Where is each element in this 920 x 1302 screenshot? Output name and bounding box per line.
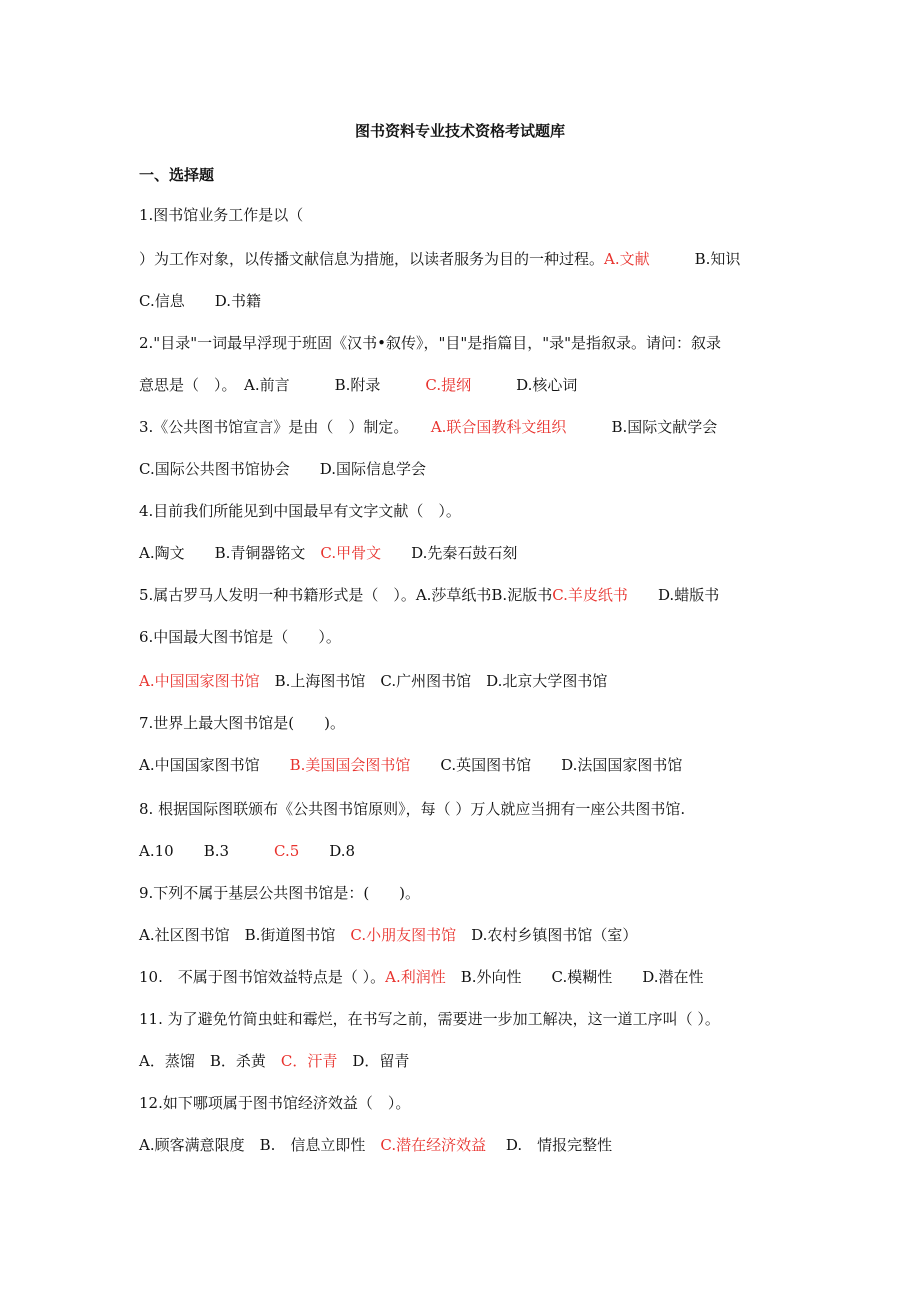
question-text: D.8 — [299, 842, 356, 860]
question-text: A.10 B.3 — [139, 842, 275, 860]
answer-highlight: A.利润性 — [385, 968, 446, 986]
question-line — [139, 204, 303, 226]
answer-highlight: C．汗青 — [280, 1052, 338, 1070]
question-text: 4.目前我们所能见到中国最早有文字文献（ ）。 — [139, 502, 461, 520]
question-text: D.蜡版书 — [627, 586, 720, 604]
question-line — [139, 500, 461, 522]
question-line — [139, 332, 721, 354]
answer-highlight: B.美国国会图书馆 — [289, 756, 411, 774]
question-text: A.中国国家图书馆 — [139, 756, 290, 774]
question-line — [139, 840, 355, 862]
question-text: B.外向性 C.模糊性 D.潜在性 — [445, 968, 704, 986]
question-text: 6.中国最大图书馆是（ ）。 — [139, 628, 341, 646]
question-text: 3.《公共图书馆宣言》是由（ ）制定。 — [139, 418, 431, 436]
question-line — [139, 1050, 409, 1072]
question-text: B.上海图书馆 C.广州图书馆 D.北京大学图书馆 — [259, 672, 608, 690]
answer-highlight: C.提纲 — [425, 376, 472, 394]
question-text: B.知识 — [649, 250, 741, 268]
question-line — [139, 584, 719, 606]
question-line — [139, 248, 740, 270]
question-text: ）为工作对象，以传播文献信息为措施，以读者服务为目的一种过程。 — [139, 250, 605, 268]
question-line — [139, 458, 426, 480]
question-text: C.国际公共图书馆协会 D.国际信息学会 — [139, 460, 426, 478]
section-heading: 一、选择题 — [139, 166, 215, 184]
question-text: A.顾客满意限度 B. 信息立即性 — [139, 1136, 381, 1154]
question-line — [139, 1134, 612, 1156]
question-line — [139, 626, 341, 648]
question-line — [139, 1092, 410, 1114]
question-line — [139, 798, 685, 820]
question-text: C.英国图书馆 D.法国国家图书馆 — [410, 756, 683, 774]
answer-highlight: A.文献 — [604, 250, 650, 268]
question-line — [139, 290, 261, 312]
question-line — [139, 670, 607, 692]
question-line — [139, 416, 717, 438]
question-line — [139, 374, 577, 396]
question-text: B.国际文献学会 — [566, 418, 718, 436]
question-line — [139, 882, 420, 904]
question-text: 9.下列不属于基层公共图书馆是：( )。 — [139, 884, 421, 902]
question-text: 12.如下哪项属于图书馆经济效益（ ）。 — [139, 1094, 411, 1112]
question-text: C.信息 D.书籍 — [139, 292, 261, 310]
answer-highlight: C.5 — [274, 842, 300, 860]
question-line — [139, 924, 637, 946]
answer-highlight: C.潜在经济效益 — [380, 1136, 487, 1154]
question-text: D.农村乡镇图书馆（室） — [456, 926, 638, 944]
question-line — [139, 1008, 720, 1030]
question-text: A.陶文 B.青铜器铭文 — [139, 544, 321, 562]
question-text: A.社区图书馆 B.街道图书馆 — [139, 926, 351, 944]
question-line — [139, 754, 682, 776]
question-text: 8. 根据国际图联颁布《公共图书馆原则》，每（ ）万人就应当拥有一座公共图书馆. — [139, 800, 686, 818]
question-text: 1.图书馆业务工作是以（ — [139, 206, 304, 224]
question-text: D. 情报完整性 — [486, 1136, 613, 1154]
answer-highlight: C.小朋友图书馆 — [350, 926, 457, 944]
question-text: 11. 为了避免竹简虫蛀和霉烂，在书写之前，需要进一步加工解决，这一道工序叫（ ）。 — [139, 1010, 720, 1028]
question-line — [139, 966, 704, 988]
answer-highlight: C.甲骨文 — [320, 544, 382, 562]
answer-highlight: C.羊皮纸书 — [552, 586, 628, 604]
question-text: D.核心词 — [471, 376, 578, 394]
question-text: 10. 不属于图书馆效益特点是（ ）。 — [139, 968, 386, 986]
answer-highlight: A.联合国教科文组织 — [430, 418, 567, 436]
document-title: 图书资料专业技术资格考试题库 — [354, 122, 565, 140]
question-text: 2."目录"一词最早浮现于班固《汉书•叙传》，"目"是指篇目，"录"是指叙录。请问：叙录 — [139, 334, 722, 352]
question-text: 意思是（ ）。 A.前言 B.附录 — [139, 376, 426, 394]
question-line — [139, 712, 345, 734]
question-text: 7.世界上最大图书馆是( )。 — [139, 714, 346, 732]
question-text: A．蒸馏 B．杀黄 — [139, 1052, 281, 1070]
question-text: 5.属古罗马人发明一种书籍形式是（ ）。A.莎草纸书B.泥版书 — [139, 586, 553, 604]
question-text: D.先秦石鼓石刻 — [381, 544, 518, 562]
question-line — [139, 542, 517, 564]
answer-highlight: A.中国国家图书馆 — [139, 672, 260, 690]
question-text: D．留青 — [337, 1052, 410, 1070]
